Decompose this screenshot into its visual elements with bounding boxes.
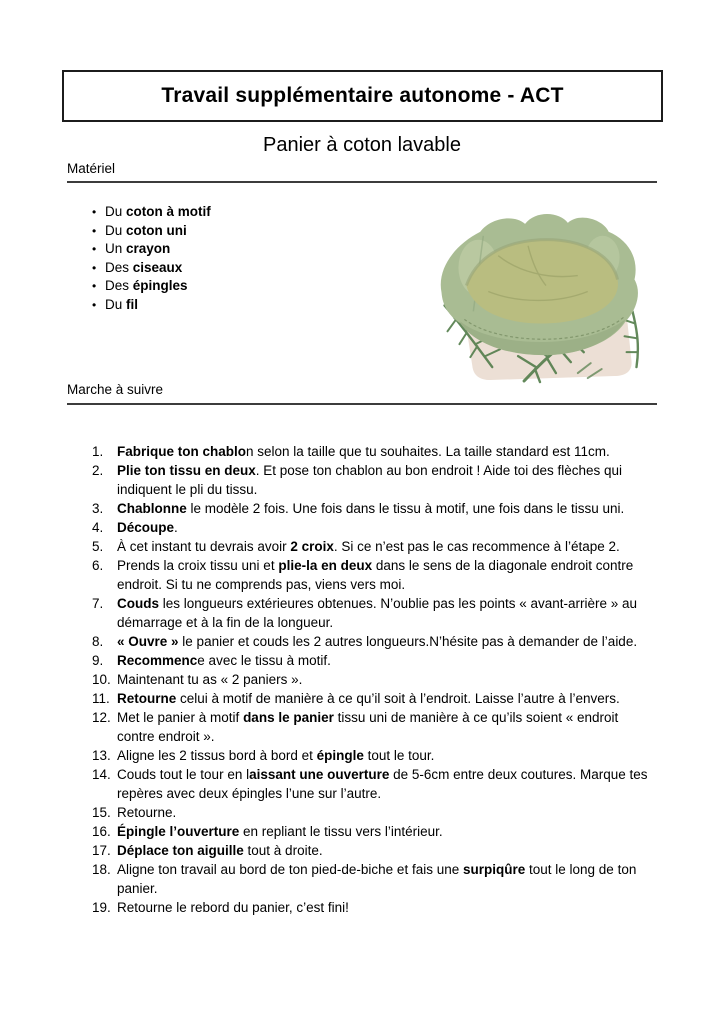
text-bold-segment: Recommenc [117, 653, 198, 668]
materials-list [92, 203, 392, 315]
text-segment: Du [105, 296, 127, 312]
text-bold-segment: crayon [126, 241, 171, 257]
text-bold-segment: Épingle l’ouverture [117, 824, 240, 839]
section-rule-materiel [67, 181, 657, 183]
text-bold-segment: Plie ton tissu en deux [117, 463, 256, 478]
text-segment: . Et pose ton chablon au bon endroit ! Aide toi des flèches qui indiquent le pli du tissu. [117, 463, 623, 497]
step-text [117, 461, 658, 499]
text-segment: e avec le tissu à motif. [197, 653, 331, 668]
material-text [105, 296, 138, 315]
text-segment: Aligne les 2 tissus bord à bord et [117, 748, 317, 763]
text-segment: Couds tout le tour en l [117, 767, 250, 782]
text-segment: tissu uni de manière à ce qu’ils soient « endroit contre endroit ». [117, 710, 619, 744]
step-item [92, 442, 658, 461]
step-item [92, 537, 658, 556]
material-item [92, 222, 392, 241]
step-item [92, 746, 658, 765]
text-segment: en repliant le tissu vers l’intérieur. [239, 824, 443, 839]
text-segment: À cet instant tu devrais avoir [117, 539, 291, 554]
step-number: 6. [92, 558, 104, 573]
text-bold-segment: Chablonne [117, 501, 187, 516]
step-number: 2. [92, 463, 104, 478]
bullet-marker: • [92, 260, 97, 275]
step-number: 12. [92, 710, 111, 725]
step-item [92, 499, 658, 518]
step-item [92, 708, 658, 746]
material-item [92, 203, 392, 222]
text-segment: de 5-6cm entre deux coutures. Marque tes repères avec deux épingles l’une sur l’autre. [117, 767, 648, 801]
text-bold-segment: Déplace ton aiguille [117, 843, 244, 858]
step-text [117, 556, 658, 594]
bullet-marker: • [92, 223, 97, 238]
step-number: 14. [92, 767, 111, 782]
text-segment: Du [105, 204, 127, 219]
step-item [92, 822, 658, 841]
step-text [117, 860, 658, 898]
step-item [92, 803, 658, 822]
text-segment: Met le panier à motif [117, 710, 244, 725]
text-bold-segment: épingles [132, 278, 188, 294]
material-item [92, 296, 392, 315]
text-segment: Retourne le rebord du panier, c’est fini! [117, 900, 349, 915]
material-item [92, 277, 392, 296]
text-bold-segment: plie-la en deux [278, 558, 373, 573]
step-number: 8. [92, 634, 104, 649]
step-number: 7. [92, 596, 104, 611]
text-bold-segment: épingle [316, 748, 364, 763]
step-number: 13. [92, 748, 111, 763]
material-text [105, 203, 211, 222]
material-text [105, 277, 188, 296]
text-segment: dans le sens de la diagonale endroit contre endroit. Si tu ne comprends pas, viens vers moi. [117, 558, 634, 592]
material-item [92, 240, 392, 259]
bullet-marker: • [92, 242, 97, 257]
step-text [117, 651, 658, 670]
step-number: 16. [92, 824, 111, 839]
text-segment: les longueurs extérieures obtenues. N’oublie pas les points « avant-arrière » au démarrage et à la fin de la longueur. [117, 596, 638, 630]
step-text [117, 518, 658, 537]
text-segment: tout le long de ton panier. [117, 862, 637, 896]
text-bold-segment: 2 croix [290, 539, 334, 554]
page-title: Travail supplémentaire autonome - ACT [161, 84, 564, 107]
text-bold-segment: Fabrique ton chablo [117, 444, 247, 459]
text-bold-segment: fil [126, 296, 139, 312]
step-number: 4. [92, 520, 104, 535]
step-item [92, 594, 658, 632]
step-text [117, 499, 658, 518]
step-number: 5. [92, 539, 104, 554]
text-segment: le panier et couds les 2 autres longueurs.N’hésite pas à demander de l’aide. [178, 634, 638, 649]
text-segment: le modèle 2 fois. Une fois dans le tissu à motif, une fois dans le tissu uni. [186, 501, 625, 516]
text-segment: Des [105, 278, 133, 294]
step-item [92, 670, 658, 689]
material-text [105, 259, 182, 278]
text-segment: tout à droite. [243, 843, 323, 858]
step-text [117, 822, 658, 841]
basket-photo [428, 196, 650, 385]
step-item [92, 841, 658, 860]
text-bold-segment: coton uni [126, 222, 187, 238]
section-label-materiel: Matériel [67, 161, 116, 176]
text-segment: Retourne. [117, 805, 177, 820]
step-number: 1. [92, 444, 104, 459]
step-item [92, 632, 658, 651]
title-box [62, 70, 663, 122]
step-number: 3. [92, 501, 104, 516]
material-text [105, 222, 187, 241]
text-bold-segment: coton à motif [126, 204, 211, 219]
step-text [117, 537, 658, 556]
text-segment: tout le tour. [363, 748, 435, 763]
step-item [92, 860, 658, 898]
text-segment: Du [105, 222, 127, 238]
step-item [92, 765, 658, 803]
text-segment: Des [105, 259, 133, 275]
step-number: 15. [92, 805, 111, 820]
step-item [92, 689, 658, 708]
step-item [92, 461, 658, 499]
step-number: 17. [92, 843, 111, 858]
step-item [92, 518, 658, 537]
step-item [92, 651, 658, 670]
text-bold-segment: ciseaux [132, 259, 183, 275]
text-segment: Aligne ton travail au bord de ton pied-de-biche et fais une [117, 862, 463, 877]
text-bold-segment: Retourne [117, 691, 177, 706]
text-bold-segment: Découpe [117, 520, 175, 535]
text-segment: . Si ce n’est pas le cas recommence à l’étape 2. [333, 539, 620, 554]
step-text [117, 708, 658, 746]
steps-list [92, 442, 658, 917]
text-segment: celui à motif de manière à ce qu’il soit à l’endroit. Laisse l’autre à l’envers. [176, 691, 620, 706]
text-segment: n selon la taille que tu souhaites. La taille standard est 11cm. [246, 444, 610, 459]
step-number: 18. [92, 862, 111, 877]
text-bold-segment: « Ouvre » [117, 634, 179, 649]
step-text [117, 632, 658, 651]
text-segment: Maintenant tu as « 2 paniers ». [117, 672, 303, 687]
page-subtitle: Panier à coton lavable [263, 134, 461, 156]
step-text [117, 765, 658, 803]
text-segment: . [174, 520, 178, 535]
step-text [117, 803, 658, 822]
text-segment: Un [105, 241, 127, 257]
section-rule-marche [67, 403, 657, 405]
step-number: 10. [92, 672, 111, 687]
step-text [117, 689, 658, 708]
material-text [105, 240, 170, 259]
bullet-marker: • [92, 297, 97, 312]
step-number: 11. [92, 691, 110, 706]
step-number: 9. [92, 653, 104, 668]
step-item [92, 556, 658, 594]
step-text [117, 670, 658, 689]
section-label-marche: Marche à suivre [67, 382, 164, 397]
text-bold-segment: aissant une ouverture [249, 767, 390, 782]
step-text [117, 841, 658, 860]
text-bold-segment: surpiqûre [462, 862, 526, 877]
step-text [117, 898, 658, 917]
step-text [117, 442, 658, 461]
text-segment: Prends la croix tissu uni et [117, 558, 279, 573]
step-text [117, 594, 658, 632]
step-item [92, 898, 658, 917]
material-item [92, 259, 392, 278]
text-bold-segment: dans le panier [243, 710, 334, 725]
bullet-marker: • [92, 279, 97, 294]
bullet-marker: • [92, 205, 97, 219]
text-bold-segment: Couds [117, 596, 159, 611]
step-text [117, 746, 658, 765]
step-number: 19. [92, 900, 111, 915]
